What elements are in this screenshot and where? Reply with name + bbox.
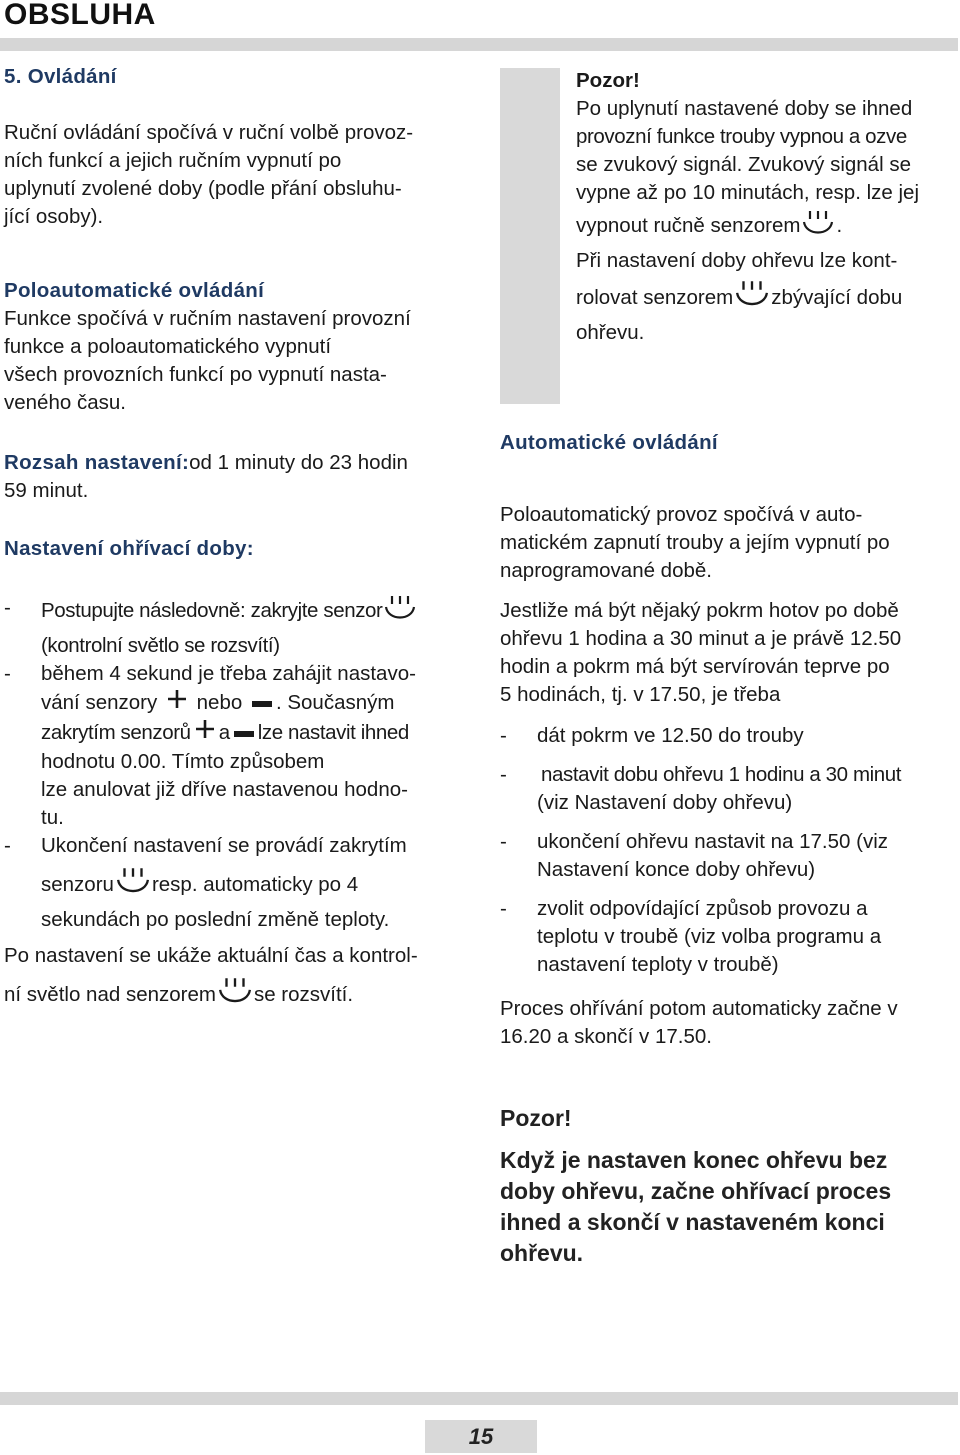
setting-steps (4, 594, 474, 934)
after-paragraph (4, 942, 474, 1016)
warning-text: zbývající dobu (771, 286, 903, 309)
step2-text: hodnotu 0.00. Tímto způsobem (41, 750, 325, 773)
minus-sensor-icon (233, 720, 255, 748)
warning-text: . (836, 214, 843, 237)
timer-sensor-icon (116, 866, 150, 906)
step1-text: Postupujte následovně: zakryjte senzor (41, 599, 383, 622)
step3-text: senzoru (41, 873, 114, 896)
warning-text: ohřevu. (576, 321, 645, 344)
list-item (500, 761, 958, 817)
note-line: ihned a skončí v nastaveném konci (500, 1209, 885, 1235)
warning-text: provozní funkce trouby vypnou a ozve (576, 125, 907, 148)
note-text (500, 1145, 958, 1269)
auto-text: matickém zapnutí trouby a jejím vypnutí po (500, 531, 890, 554)
step2-text: . Současným (275, 691, 395, 714)
auto-text: hodin a pokrm má být servírován teprve po (500, 655, 890, 678)
range-block (4, 449, 408, 505)
footer-rule (0, 1392, 958, 1405)
auto-text: 5 hodinách, tj. v 17.50, je třeba (500, 683, 781, 706)
semi-paragraph (4, 305, 464, 417)
note-block (500, 1103, 958, 1269)
auto-list (500, 722, 958, 979)
range-text-2: 59 minut. (4, 479, 89, 502)
process-text: 16.20 a skončí v 17.50. (500, 1025, 712, 1048)
step-item (4, 594, 474, 660)
warning-text: Po uplynutí nastavené doby se ihned (576, 97, 913, 120)
list-item (500, 722, 958, 750)
semi-line: veného času. (4, 391, 126, 414)
plus-sensor-icon (194, 718, 216, 748)
warning-text: vypnout ručně senzorem (576, 214, 801, 237)
timer-sensor-icon (735, 279, 769, 319)
page-number: 15 (425, 1420, 537, 1453)
intro-line: uplynutí zvolené doby (podle přání obsluhu- (4, 177, 402, 200)
step2-text: zakrytím senzorů (41, 721, 191, 744)
list-text: - zvolit odpovídající způsob provozu a (537, 897, 868, 920)
warning-block (576, 67, 960, 347)
intro-line: Ruční ovládání spočívá v ruční volbě provoz- (4, 121, 414, 144)
plus-sensor-icon (166, 688, 188, 718)
step2-text: tu. (41, 806, 64, 829)
step2-text: lze anulovat již dříve nastavenou hodno- (41, 778, 408, 801)
step3-text: sekundách po poslední změně teploty. (41, 908, 390, 931)
semi-heading: Poloautomatické ovládání (4, 279, 265, 302)
section-heading: 5. Ovládání (4, 65, 117, 88)
list-text: - dát pokrm ve 12.50 do trouby (537, 724, 804, 747)
after-text: se rozsvítí. (253, 983, 354, 1006)
note-title: Pozor! (500, 1105, 572, 1131)
semi-line: všech provozních funkcí po vypnutí nasta- (4, 363, 387, 386)
warning-text: se zvukový signál. Zvukový signál se (576, 153, 911, 176)
intro-paragraph (4, 119, 464, 231)
auto-paragraph-1 (500, 501, 958, 585)
note-line: Když je nastaven konec ohřevu bez (500, 1147, 888, 1173)
list-text: - nastavit dobu ohřevu 1 hodinu a 30 minut (541, 763, 902, 786)
range-label: Rozsah nastavení: (4, 451, 190, 474)
setting-heading: Nastavení ohřívací doby: (4, 537, 254, 560)
step-item (4, 660, 474, 832)
list-text: - ukončení ohřevu nastavit na 17.50 (viz (537, 830, 888, 853)
auto-heading: Automatické ovládání (500, 431, 718, 454)
list-text: Nastavení konce doby ohřevu) (537, 858, 816, 881)
auto-text: naprogramované době. (500, 559, 712, 582)
range-text: od 1 minuty do 23 hodin (189, 451, 408, 474)
auto-text: Jestliže má být nějaký pokrm hotov po době (500, 599, 899, 622)
list-item (500, 828, 958, 884)
timer-sensor-icon (218, 976, 252, 1016)
list-text: (viz Nastavení doby ohřevu) (537, 791, 793, 814)
semi-line: Funkce spočívá v ručním nastavení provozní (4, 307, 411, 330)
list-item (500, 895, 958, 979)
after-text: Po nastavení se ukáže aktuální čas a kontrol- (4, 944, 418, 967)
process-text: Proces ohřívání potom automaticky začne v (500, 997, 898, 1020)
timer-sensor-icon (384, 594, 416, 632)
intro-line: jící osoby). (4, 205, 104, 228)
step2-text: vání senzory (41, 691, 158, 714)
list-text: nastavení teploty v troubě) (537, 953, 779, 976)
step2-text: nebo (196, 691, 243, 714)
list-text: teplotu v troubě (viz volba programu a (537, 925, 882, 948)
warning-text: vypne až po 10 minutách, resp. lze jej (576, 181, 919, 204)
step2-text: - během 4 sekund je třeba zahájit nastavo- (41, 662, 416, 685)
warning-text: rolovat senzorem (576, 286, 734, 309)
warning-side-bar (500, 68, 560, 404)
step3-text: - Ukončení nastavení se provádí zakrytím (41, 834, 407, 857)
step1-text-2: (kontrolní světlo se rozsvítí) (41, 634, 280, 657)
note-line: ohřevu. (500, 1240, 584, 1266)
timer-sensor-icon (802, 209, 834, 247)
warning-title: Pozor! (576, 69, 640, 92)
step2-text: a (218, 721, 230, 744)
intro-line: ních funkcí a jejich ručním vypnutí po (4, 149, 342, 172)
page-title: OBSLUHA (4, 0, 156, 31)
warning-text: Při nastavení doby ohřevu lze kont- (576, 249, 898, 272)
minus-sensor-icon (251, 690, 273, 718)
auto-text: ohřevu 1 hodina a 30 minut a je právě 12.50 (500, 627, 902, 650)
process-paragraph (500, 995, 958, 1051)
semi-line: funkce a poloautomatického vypnutí (4, 335, 332, 358)
step-item (4, 832, 474, 934)
header-rule (0, 38, 958, 51)
auto-paragraph-2 (500, 597, 958, 709)
step3-text: resp. automaticky po 4 (151, 873, 359, 896)
note-line: doby ohřevu, začne ohřívací proces (500, 1178, 892, 1204)
auto-text: Poloautomatický provoz spočívá v auto- (500, 503, 863, 526)
after-text: ní světlo nad senzorem (4, 983, 216, 1006)
step2-text: lze nastavit ihned (257, 721, 409, 744)
